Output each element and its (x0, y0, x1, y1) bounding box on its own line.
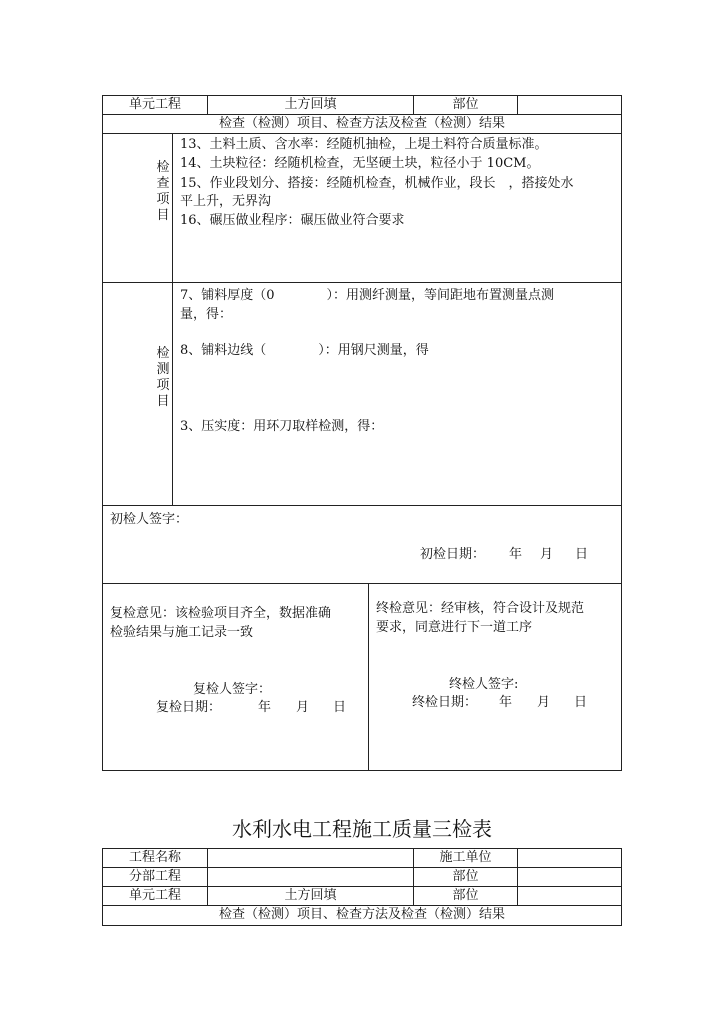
final-signer-label: 终检人签字: (449, 677, 519, 692)
bottom-border-right (621, 848, 622, 926)
bottom-form (0, 840, 724, 940)
final-year: 年 (499, 695, 513, 710)
testing-bottom-divider (102, 505, 622, 506)
page-title: 水利水电工程施工质量三检表 (232, 817, 492, 841)
recheck-year: 年 (258, 700, 272, 715)
unit-project-value: 土方回填 (284, 97, 337, 112)
testing-item-7b: 量，得： (180, 307, 233, 322)
final-date-label: 终检日期： (412, 695, 478, 710)
row1-col3 (517, 95, 518, 115)
bottom-unit-value: 土方回填 (284, 888, 337, 903)
top-form-border-left (102, 95, 103, 771)
top-form-border-bottom (102, 770, 622, 771)
testing-item-3: 3、压实度：用环刀取样检测，得： (180, 419, 384, 434)
final-opinion-2: 要求，同意进行下一道工序 (376, 620, 533, 635)
recheck-opinion-2: 检验结果与施工记录一致 (110, 625, 254, 640)
initial-year: 年 (509, 547, 523, 562)
initial-signer-label: 初检人签字： (110, 512, 189, 527)
final-opinion-1: 终检意见：经审核，符合设计及规范 (376, 601, 585, 616)
initial-date-label: 初检日期： (420, 547, 486, 562)
testing-side-label: 检测项目 (156, 346, 170, 409)
final-day: 日 (574, 695, 588, 710)
inspection-bottom-divider (102, 282, 622, 283)
sub-location-label: 部位 (452, 869, 479, 884)
inspection-line-15: 15、作业段划分、搭接：经随机检查，机械作业，段长 ，搭接处水 (180, 176, 574, 191)
inspection-line-16: 16、碾压做业程序：碾压做业符合要求 (180, 213, 405, 228)
recheck-day: 日 (333, 700, 347, 715)
bottom-unit-label: 单元工程 (128, 888, 181, 903)
header-divider (102, 133, 622, 134)
initial-day: 日 (575, 547, 589, 562)
location-label: 部位 (452, 97, 479, 112)
inspection-line-14: 14、土块粒径：经随机检查，无坚硬土块，粒径小于 10CM。 (180, 156, 540, 171)
bottom-border-bottom (102, 925, 622, 926)
recheck-final-divider (368, 583, 369, 771)
top-form-border-right (621, 95, 622, 771)
project-name-label: 工程名称 (128, 850, 181, 865)
inspection-line-13: 13、土料土质、含水率：经随机抽检，上堤土料符合质量标准。 (180, 137, 548, 152)
recheck-signer-label: 复检人签字： (193, 682, 272, 697)
recheck-date-label: 复检日期： (156, 700, 222, 715)
bottom-col3 (517, 848, 518, 906)
testing-item-7: 7、铺料厚度（0 ）：用测纤测量，等间距地布置测量点测 (180, 288, 555, 303)
unit-project-label: 单元工程 (128, 97, 181, 112)
recheck-month: 月 (296, 700, 310, 715)
final-month: 月 (537, 695, 551, 710)
section-header: 检查（检测）项目、检查方法及检查（检测）结果 (218, 116, 505, 131)
bottom-section-header: 检查（检测）项目、检查方法及检查（检测）结果 (218, 907, 505, 922)
initial-month: 月 (540, 547, 554, 562)
side-label-divider (172, 133, 173, 505)
testing-item-8: 8、铺料边线（ ）：用钢尺测量，得 (180, 343, 429, 358)
bottom-location-label: 部位 (452, 888, 479, 903)
inspection-line-15b: 平上升，无界沟 (180, 194, 272, 209)
contractor-label: 施工单位 (439, 850, 492, 865)
initial-bottom-divider (102, 583, 622, 584)
inspection-side-label: 检查项目 (156, 160, 170, 223)
sub-project-label: 分部工程 (128, 869, 181, 884)
recheck-opinion-1: 复检意见：该检验项目齐全，数据准确 (110, 606, 332, 621)
